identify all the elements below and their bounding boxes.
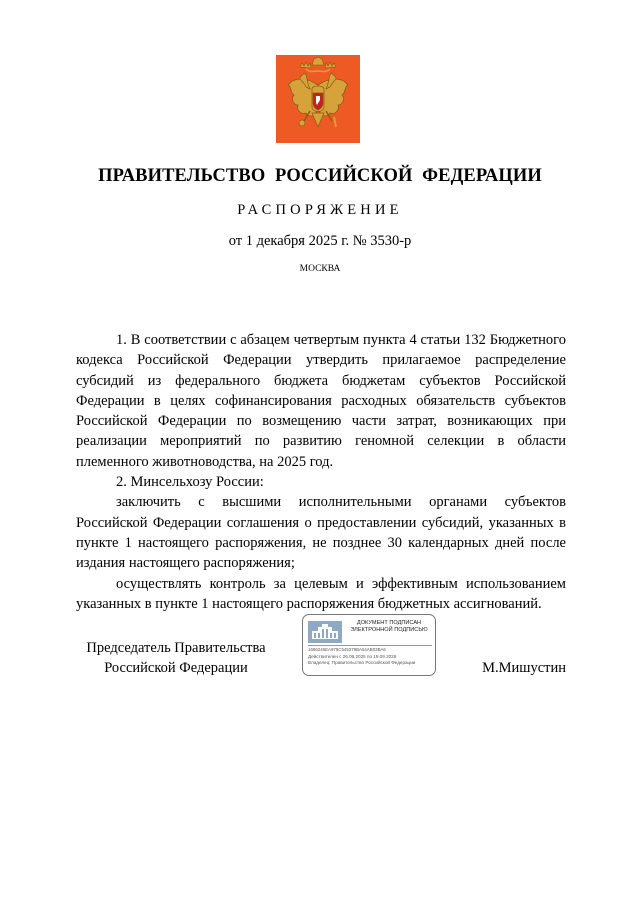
stamp-certificate: 1686246EA979C545379BA54AB03BA6 [308,647,386,652]
paragraph-4: осуществлять контроль за целевым и эффективным использованием указанных в пункте 1 настоящего распоряжения бюджетных ассигнований. [76,575,566,612]
signatory-position [76,638,276,678]
signatory-position-line-2: Российской Федерации [104,660,248,676]
document-city: МОСКВА [299,264,341,274]
signatory-name: М.Мишустин [482,660,566,676]
stamp-title-line-2: ЭЛЕКТРОННОЙ ПОДПИСЬЮ [350,627,428,633]
paragraph-1: 1. В соответствии с абзацем четвертым пункта 4 статьи 132 Бюджетного кодекса Российской Федерации утвердить прилагаемое распределение субсидий из федерального бюджета бюджетам субъектов Российской Федерации в целях софинансирования расходных обязательств субъектов Российской Федерации по возмещению части затрат, возникающих при реализации мероприятий по развитию геномной селекции в области племенного животноводства, на 2025 год. [76,332,566,470]
electronic-signature-stamp [302,614,436,676]
document-date-number: от 1 декабря 2025 г. № 3530-р [228,233,412,249]
stamp-title [345,620,433,634]
state-emblem [276,55,360,143]
government-title: ПРАВИТЕЛЬСТВО РОССИЙСКОЙ ФЕДЕРАЦИИ [98,166,542,186]
stamp-title-line-1: ДОКУМЕНТ ПОДПИСАН [356,620,422,626]
stamp-divider [308,645,432,646]
paragraph-2: 2. Минсельхозу России: [116,474,264,491]
document-body [76,330,566,614]
stamp-owner: Владелец: Правительство Российской Федерации [308,660,416,665]
stamp-validity: Действителен с 26.06.2025 по 19.09.2026 [308,654,397,659]
paragraph-3: заключить с высшими исполнительными органами субъектов Российской Федерации соглашения о предоставлении субсидий, указанных в пункте 1 настоящего распоряжения, не позднее 30 календарных дней после издания настоящего распоряжения; [76,494,566,572]
signatory-position-line-1: Председатель Правительства [86,640,266,656]
building-icon [308,621,342,643]
document-type: РАСПОРЯЖЕНИЕ [237,202,403,218]
